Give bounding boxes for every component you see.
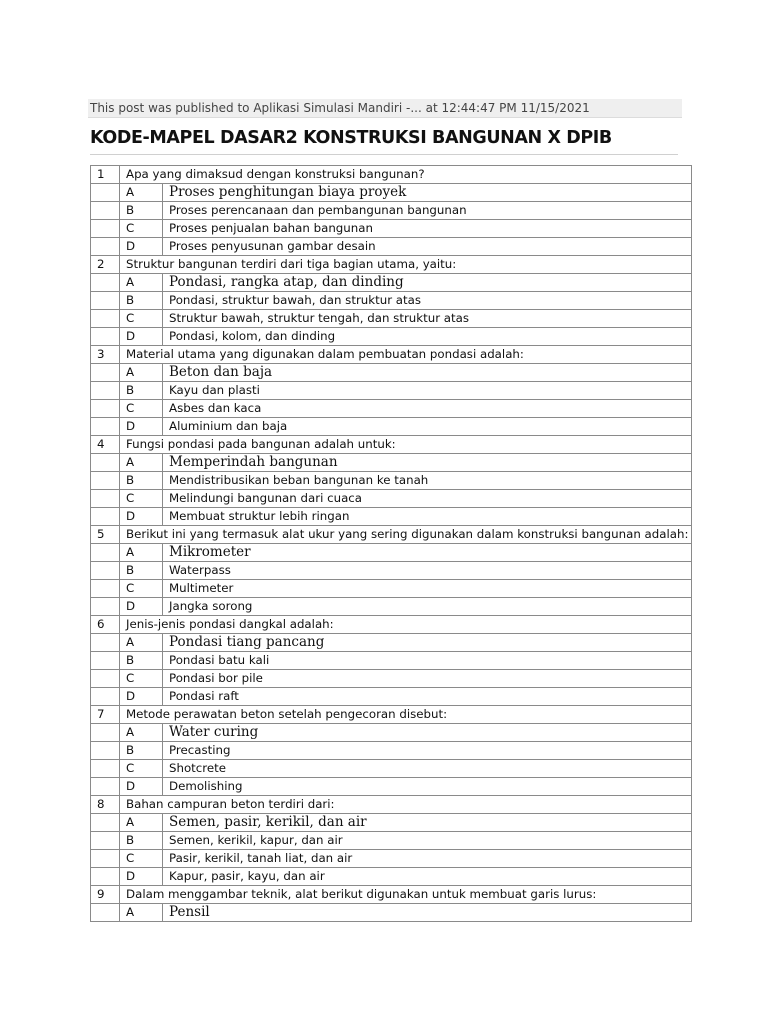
option-row bbox=[91, 670, 692, 688]
question-number: 1 bbox=[91, 166, 120, 184]
option-text: Proses perencanaan dan pembangunan bangunan bbox=[163, 202, 692, 220]
empty-number-cell bbox=[91, 472, 120, 490]
option-letter: C bbox=[120, 220, 163, 238]
option-text: Pensil bbox=[163, 904, 692, 922]
option-row bbox=[91, 238, 692, 256]
option-letter: C bbox=[120, 400, 163, 418]
option-row bbox=[91, 598, 692, 616]
option-text: Precasting bbox=[163, 742, 692, 760]
empty-number-cell bbox=[91, 598, 120, 616]
option-row bbox=[91, 508, 692, 526]
question-row bbox=[91, 256, 692, 274]
empty-number-cell bbox=[91, 328, 120, 346]
option-letter: C bbox=[120, 310, 163, 328]
empty-number-cell bbox=[91, 418, 120, 436]
question-row bbox=[91, 886, 692, 904]
empty-number-cell bbox=[91, 508, 120, 526]
option-text: Pondasi bor pile bbox=[163, 670, 692, 688]
empty-number-cell bbox=[91, 562, 120, 580]
question-text: Material utama yang digunakan dalam pembuatan pondasi adalah: bbox=[120, 346, 692, 364]
option-row bbox=[91, 400, 692, 418]
publish-info-bar bbox=[88, 99, 682, 118]
question-number: 9 bbox=[91, 886, 120, 904]
option-letter: B bbox=[120, 562, 163, 580]
empty-number-cell bbox=[91, 364, 120, 382]
question-text: Jenis-jenis pondasi dangkal adalah: bbox=[120, 616, 692, 634]
option-text: Asbes dan kaca bbox=[163, 400, 692, 418]
option-row bbox=[91, 724, 692, 742]
option-row bbox=[91, 562, 692, 580]
option-row bbox=[91, 832, 692, 850]
question-text: Fungsi pondasi pada bangunan adalah untuk: bbox=[120, 436, 692, 454]
empty-number-cell bbox=[91, 688, 120, 706]
empty-number-cell bbox=[91, 742, 120, 760]
option-letter: B bbox=[120, 202, 163, 220]
option-text: Membuat struktur lebih ringan bbox=[163, 508, 692, 526]
question-row bbox=[91, 166, 692, 184]
empty-number-cell bbox=[91, 202, 120, 220]
option-text: Mendistribusikan beban bangunan ke tanah bbox=[163, 472, 692, 490]
option-letter: A bbox=[120, 544, 163, 562]
option-letter: A bbox=[120, 814, 163, 832]
empty-number-cell bbox=[91, 238, 120, 256]
empty-number-cell bbox=[91, 634, 120, 652]
empty-number-cell bbox=[91, 220, 120, 238]
option-row bbox=[91, 364, 692, 382]
option-letter: D bbox=[120, 868, 163, 886]
quiz-table-body bbox=[91, 166, 692, 922]
option-row bbox=[91, 634, 692, 652]
option-letter: C bbox=[120, 580, 163, 598]
empty-number-cell bbox=[91, 670, 120, 688]
option-text: Proses penjualan bahan bangunan bbox=[163, 220, 692, 238]
option-row bbox=[91, 580, 692, 598]
option-letter: A bbox=[120, 364, 163, 382]
option-letter: D bbox=[120, 778, 163, 796]
option-row bbox=[91, 292, 692, 310]
empty-number-cell bbox=[91, 400, 120, 418]
option-text: Jangka sorong bbox=[163, 598, 692, 616]
option-letter: C bbox=[120, 850, 163, 868]
empty-number-cell bbox=[91, 850, 120, 868]
option-row bbox=[91, 454, 692, 472]
option-text: Proses penyusunan gambar desain bbox=[163, 238, 692, 256]
question-row bbox=[91, 616, 692, 634]
question-number: 2 bbox=[91, 256, 120, 274]
question-number: 3 bbox=[91, 346, 120, 364]
question-number: 4 bbox=[91, 436, 120, 454]
option-row bbox=[91, 904, 692, 922]
option-row bbox=[91, 310, 692, 328]
option-letter: D bbox=[120, 508, 163, 526]
option-text: Demolishing bbox=[163, 778, 692, 796]
option-letter: D bbox=[120, 688, 163, 706]
option-letter: A bbox=[120, 184, 163, 202]
option-row bbox=[91, 688, 692, 706]
option-text: Shotcrete bbox=[163, 760, 692, 778]
empty-number-cell bbox=[91, 544, 120, 562]
question-number: 7 bbox=[91, 706, 120, 724]
empty-number-cell bbox=[91, 454, 120, 472]
question-row bbox=[91, 346, 692, 364]
question-number: 5 bbox=[91, 526, 120, 544]
option-letter: A bbox=[120, 274, 163, 292]
empty-number-cell bbox=[91, 382, 120, 400]
option-text: Water curing bbox=[163, 724, 692, 742]
question-text: Metode perawatan beton setelah pengecoran disebut: bbox=[120, 706, 692, 724]
option-letter: B bbox=[120, 472, 163, 490]
option-row bbox=[91, 220, 692, 238]
option-text: Melindungi bangunan dari cuaca bbox=[163, 490, 692, 508]
empty-number-cell bbox=[91, 724, 120, 742]
option-row bbox=[91, 274, 692, 292]
option-row bbox=[91, 472, 692, 490]
empty-number-cell bbox=[91, 760, 120, 778]
question-number: 8 bbox=[91, 796, 120, 814]
empty-number-cell bbox=[91, 490, 120, 508]
question-text: Dalam menggambar teknik, alat berikut digunakan untuk membuat garis lurus: bbox=[120, 886, 692, 904]
question-row bbox=[91, 526, 692, 544]
empty-number-cell bbox=[91, 832, 120, 850]
question-text: Apa yang dimaksud dengan konstruksi bangunan? bbox=[120, 166, 692, 184]
option-row bbox=[91, 850, 692, 868]
option-row bbox=[91, 868, 692, 886]
option-letter: D bbox=[120, 238, 163, 256]
option-row bbox=[91, 202, 692, 220]
option-letter: A bbox=[120, 454, 163, 472]
option-text: Pondasi, struktur bawah, dan struktur atas bbox=[163, 292, 692, 310]
empty-number-cell bbox=[91, 580, 120, 598]
option-text: Kayu dan plasti bbox=[163, 382, 692, 400]
option-text: Multimeter bbox=[163, 580, 692, 598]
option-text: Pondasi batu kali bbox=[163, 652, 692, 670]
option-text: Waterpass bbox=[163, 562, 692, 580]
option-text: Pondasi raft bbox=[163, 688, 692, 706]
option-letter: B bbox=[120, 292, 163, 310]
empty-number-cell bbox=[91, 868, 120, 886]
empty-number-cell bbox=[91, 904, 120, 922]
option-letter: C bbox=[120, 760, 163, 778]
title-divider bbox=[90, 154, 678, 155]
option-letter: B bbox=[120, 652, 163, 670]
option-row bbox=[91, 418, 692, 436]
option-row bbox=[91, 742, 692, 760]
empty-number-cell bbox=[91, 652, 120, 670]
option-text: Semen, pasir, kerikil, dan air bbox=[163, 814, 692, 832]
option-row bbox=[91, 814, 692, 832]
option-letter: C bbox=[120, 490, 163, 508]
option-text: Kapur, pasir, kayu, dan air bbox=[163, 868, 692, 886]
option-text: Aluminium dan baja bbox=[163, 418, 692, 436]
option-letter: B bbox=[120, 382, 163, 400]
option-row bbox=[91, 490, 692, 508]
question-text: Struktur bangunan terdiri dari tiga bagian utama, yaitu: bbox=[120, 256, 692, 274]
option-text: Mikrometer bbox=[163, 544, 692, 562]
quiz-table bbox=[90, 165, 692, 922]
question-text: Berikut ini yang termasuk alat ukur yang sering digunakan dalam konstruksi bangunan adalah: bbox=[120, 526, 692, 544]
empty-number-cell bbox=[91, 814, 120, 832]
option-letter: D bbox=[120, 598, 163, 616]
option-row bbox=[91, 328, 692, 346]
publish-info-text: This post was published to Aplikasi Simulasi Mandiri -... at 12:44:47 PM 11/15/2021 bbox=[90, 101, 590, 115]
question-row bbox=[91, 796, 692, 814]
empty-number-cell bbox=[91, 274, 120, 292]
option-letter: D bbox=[120, 328, 163, 346]
option-letter: A bbox=[120, 724, 163, 742]
option-text: Beton dan baja bbox=[163, 364, 692, 382]
option-row bbox=[91, 184, 692, 202]
option-letter: B bbox=[120, 832, 163, 850]
option-text: Pondasi, rangka atap, dan dinding bbox=[163, 274, 692, 292]
question-text: Bahan campuran beton terdiri dari: bbox=[120, 796, 692, 814]
option-text: Semen, kerikil, kapur, dan air bbox=[163, 832, 692, 850]
question-row bbox=[91, 436, 692, 454]
option-text: Pondasi tiang pancang bbox=[163, 634, 692, 652]
empty-number-cell bbox=[91, 310, 120, 328]
option-letter: D bbox=[120, 418, 163, 436]
option-row bbox=[91, 544, 692, 562]
empty-number-cell bbox=[91, 292, 120, 310]
option-text: Pondasi, kolom, dan dinding bbox=[163, 328, 692, 346]
document-title: KODE-MAPEL DASAR2 KONSTRUKSI BANGUNAN X DPIB bbox=[90, 128, 612, 148]
empty-number-cell bbox=[91, 778, 120, 796]
option-text: Pasir, kerikil, tanah liat, dan air bbox=[163, 850, 692, 868]
option-row bbox=[91, 652, 692, 670]
option-letter: A bbox=[120, 904, 163, 922]
option-row bbox=[91, 760, 692, 778]
option-text: Struktur bawah, struktur tengah, dan struktur atas bbox=[163, 310, 692, 328]
option-letter: B bbox=[120, 742, 163, 760]
option-row bbox=[91, 382, 692, 400]
question-number: 6 bbox=[91, 616, 120, 634]
option-text: Memperindah bangunan bbox=[163, 454, 692, 472]
option-letter: A bbox=[120, 634, 163, 652]
empty-number-cell bbox=[91, 184, 120, 202]
option-row bbox=[91, 778, 692, 796]
question-row bbox=[91, 706, 692, 724]
option-letter: C bbox=[120, 670, 163, 688]
option-text: Proses penghitungan biaya proyek bbox=[163, 184, 692, 202]
